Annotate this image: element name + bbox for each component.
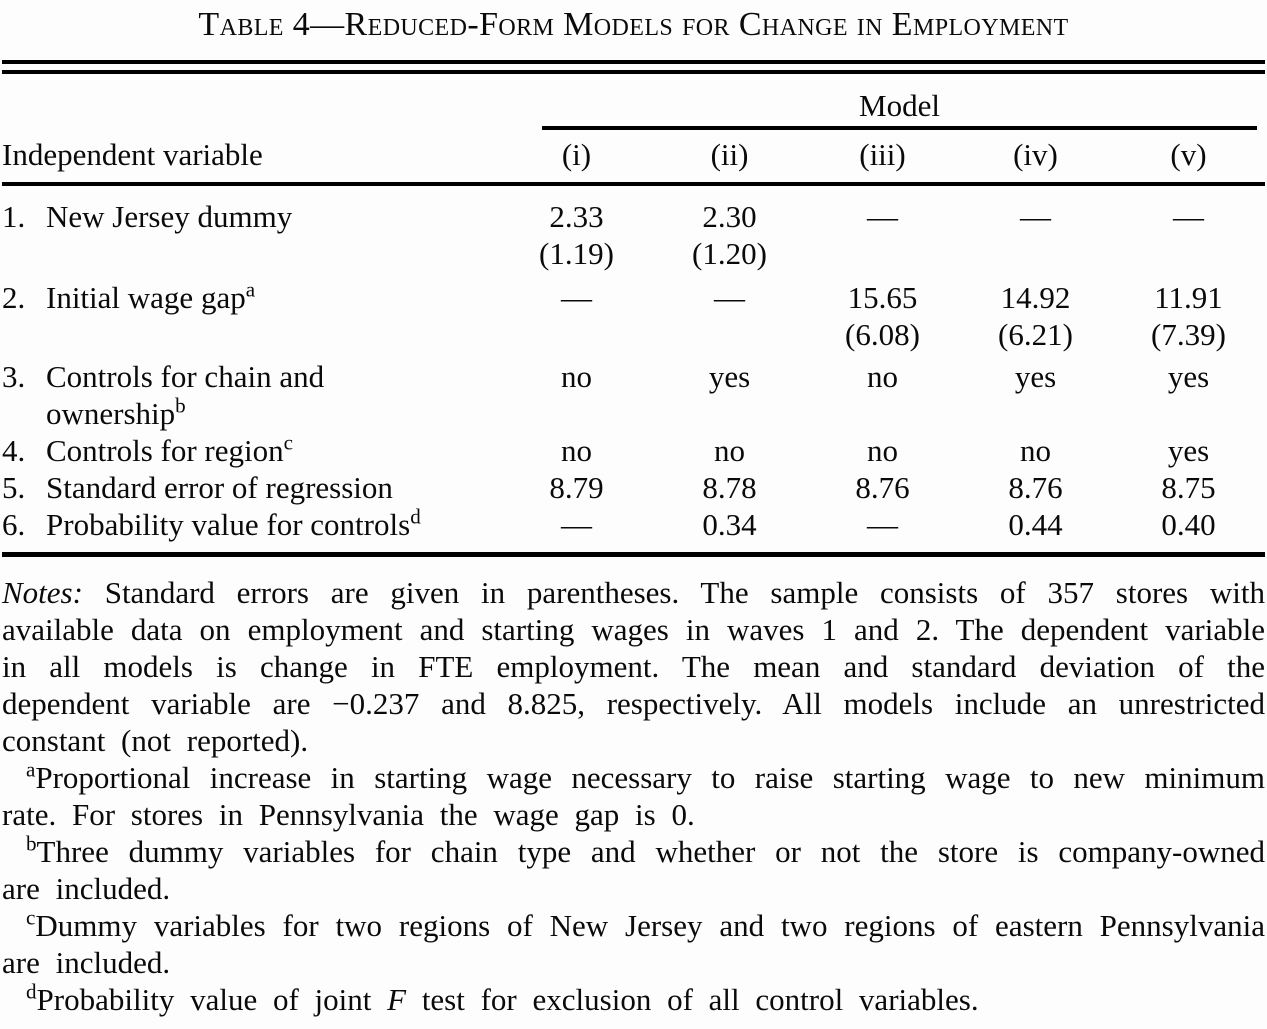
spacer-cell bbox=[2, 74, 500, 130]
table-row bbox=[2, 272, 1265, 353]
bottom-rule bbox=[2, 552, 1265, 557]
column-header-iv: (iv) bbox=[959, 130, 1112, 184]
row-label: Controls for chain and bbox=[46, 359, 325, 394]
cell-value: 2.30 bbox=[702, 199, 757, 234]
cell-value: 0.44 bbox=[1008, 507, 1063, 542]
row-number: 3. bbox=[2, 359, 26, 394]
footnote-a bbox=[2, 759, 1265, 833]
row-number: 6. bbox=[2, 507, 26, 542]
row-label-line2: ownership bbox=[46, 396, 176, 431]
footnote-b-marker: b bbox=[26, 831, 37, 856]
results-table bbox=[2, 74, 1265, 550]
column-header-v: (v) bbox=[1112, 130, 1265, 184]
row-number: 1. bbox=[2, 199, 26, 234]
table-row bbox=[2, 506, 1265, 550]
footnote-d-italic: F bbox=[387, 982, 407, 1017]
cell-value: no bbox=[867, 359, 898, 394]
table-row bbox=[2, 432, 1265, 469]
row-label: Initial wage gap bbox=[46, 280, 246, 315]
row-label: Standard error of regression bbox=[46, 470, 393, 505]
cell-se: (7.39) bbox=[1151, 317, 1226, 352]
cell-value: yes bbox=[1014, 359, 1057, 394]
footnote-d-text-post: test for exclusion of all control variables. bbox=[406, 982, 979, 1017]
cell-value: 15.65 bbox=[847, 280, 918, 315]
row-label: New Jersey dummy bbox=[46, 199, 293, 234]
cell-value: 8.76 bbox=[855, 470, 910, 505]
footnote-marker: d bbox=[410, 504, 421, 529]
footnote-d-marker: d bbox=[26, 979, 37, 1004]
footnote-marker: b bbox=[175, 393, 186, 418]
footnote-marker: c bbox=[283, 430, 293, 455]
table-row bbox=[2, 184, 1265, 272]
notes-text: Standard errors are given in parentheses. The sample consists of 357 stores with available data on employment and starting wages in waves 1 and 2. The dependent variable in all models is change in FTE employment. The mean and standard deviation of the dependent variable are −0.237 and 8.825, respectively. All models include an unrestricted constant (not reported). bbox=[2, 575, 1265, 758]
cell-value: yes bbox=[1167, 359, 1210, 394]
footnote-d-text: Probability value of joint bbox=[36, 982, 388, 1017]
cell-value: 8.79 bbox=[549, 470, 604, 505]
row-label: Probability value for controls bbox=[46, 507, 411, 542]
footnote-a-marker: a bbox=[26, 757, 36, 782]
footnote-c-text: Dummy variables for two regions of New Jersey and two regions of eastern Pennsylvania are included. bbox=[2, 908, 1265, 980]
cell-value: 0.40 bbox=[1161, 507, 1216, 542]
cell-value: 14.92 bbox=[1000, 280, 1071, 315]
cell-value: no bbox=[561, 433, 592, 468]
table-notes bbox=[2, 574, 1265, 759]
row-label: Controls for region bbox=[46, 433, 284, 468]
cell-value: yes bbox=[1167, 433, 1210, 468]
cell-value: 8.75 bbox=[1161, 470, 1216, 505]
footnote-c-marker: c bbox=[26, 905, 36, 930]
row-number: 4. bbox=[2, 433, 26, 468]
footnote-d bbox=[2, 981, 1265, 1018]
footnote-b-text: Three dummy variables for chain type and whether or not the store is company-owned are included. bbox=[2, 834, 1265, 906]
table-row bbox=[2, 469, 1265, 506]
top-double-rule bbox=[2, 60, 1265, 74]
cell-value: 0.34 bbox=[702, 507, 757, 542]
cell-value: no bbox=[1020, 433, 1051, 468]
cell-se: (6.08) bbox=[845, 317, 920, 352]
model-group-header: Model bbox=[542, 87, 1257, 130]
column-header-ii: (ii) bbox=[653, 130, 806, 184]
cell-value: — bbox=[867, 199, 898, 234]
cell-value: no bbox=[561, 359, 592, 394]
column-header-row bbox=[2, 130, 1265, 184]
row-number: 2. bbox=[2, 280, 26, 315]
cell-value: — bbox=[1173, 199, 1204, 234]
table-row bbox=[2, 353, 1265, 432]
row-number: 5. bbox=[2, 470, 26, 505]
cell-value: no bbox=[714, 433, 745, 468]
cell-value: — bbox=[1020, 199, 1051, 234]
footnote-b bbox=[2, 833, 1265, 907]
notes-label: Notes: bbox=[2, 575, 83, 610]
cell-value: — bbox=[561, 280, 592, 315]
footnote-c bbox=[2, 907, 1265, 981]
cell-value: — bbox=[867, 507, 898, 542]
stub-header: Independent variable bbox=[2, 130, 500, 184]
cell-se: (6.21) bbox=[998, 317, 1073, 352]
footnote-a-text: Proportional increase in starting wage necessary to raise starting wage to new minimum rate. For stores in Pennsylvania the wage gap is 0. bbox=[2, 760, 1265, 832]
column-header-iii: (iii) bbox=[806, 130, 959, 184]
cell-value: 11.91 bbox=[1154, 280, 1223, 315]
cell-value: — bbox=[561, 507, 592, 542]
cell-value: 8.76 bbox=[1008, 470, 1063, 505]
cell-se: (1.20) bbox=[692, 236, 767, 271]
cell-value: no bbox=[867, 433, 898, 468]
footnote-marker: a bbox=[245, 277, 256, 302]
cell-value: 2.33 bbox=[549, 199, 604, 234]
column-header-i: (i) bbox=[500, 130, 653, 184]
model-group-row bbox=[2, 74, 1265, 130]
cell-se: (1.19) bbox=[539, 236, 614, 271]
cell-value: 8.78 bbox=[702, 470, 757, 505]
cell-value: yes bbox=[708, 359, 751, 394]
cell-value: — bbox=[714, 280, 745, 315]
table-title: Table 4—Reduced-Form Models for Change in Employment bbox=[198, 6, 1069, 43]
